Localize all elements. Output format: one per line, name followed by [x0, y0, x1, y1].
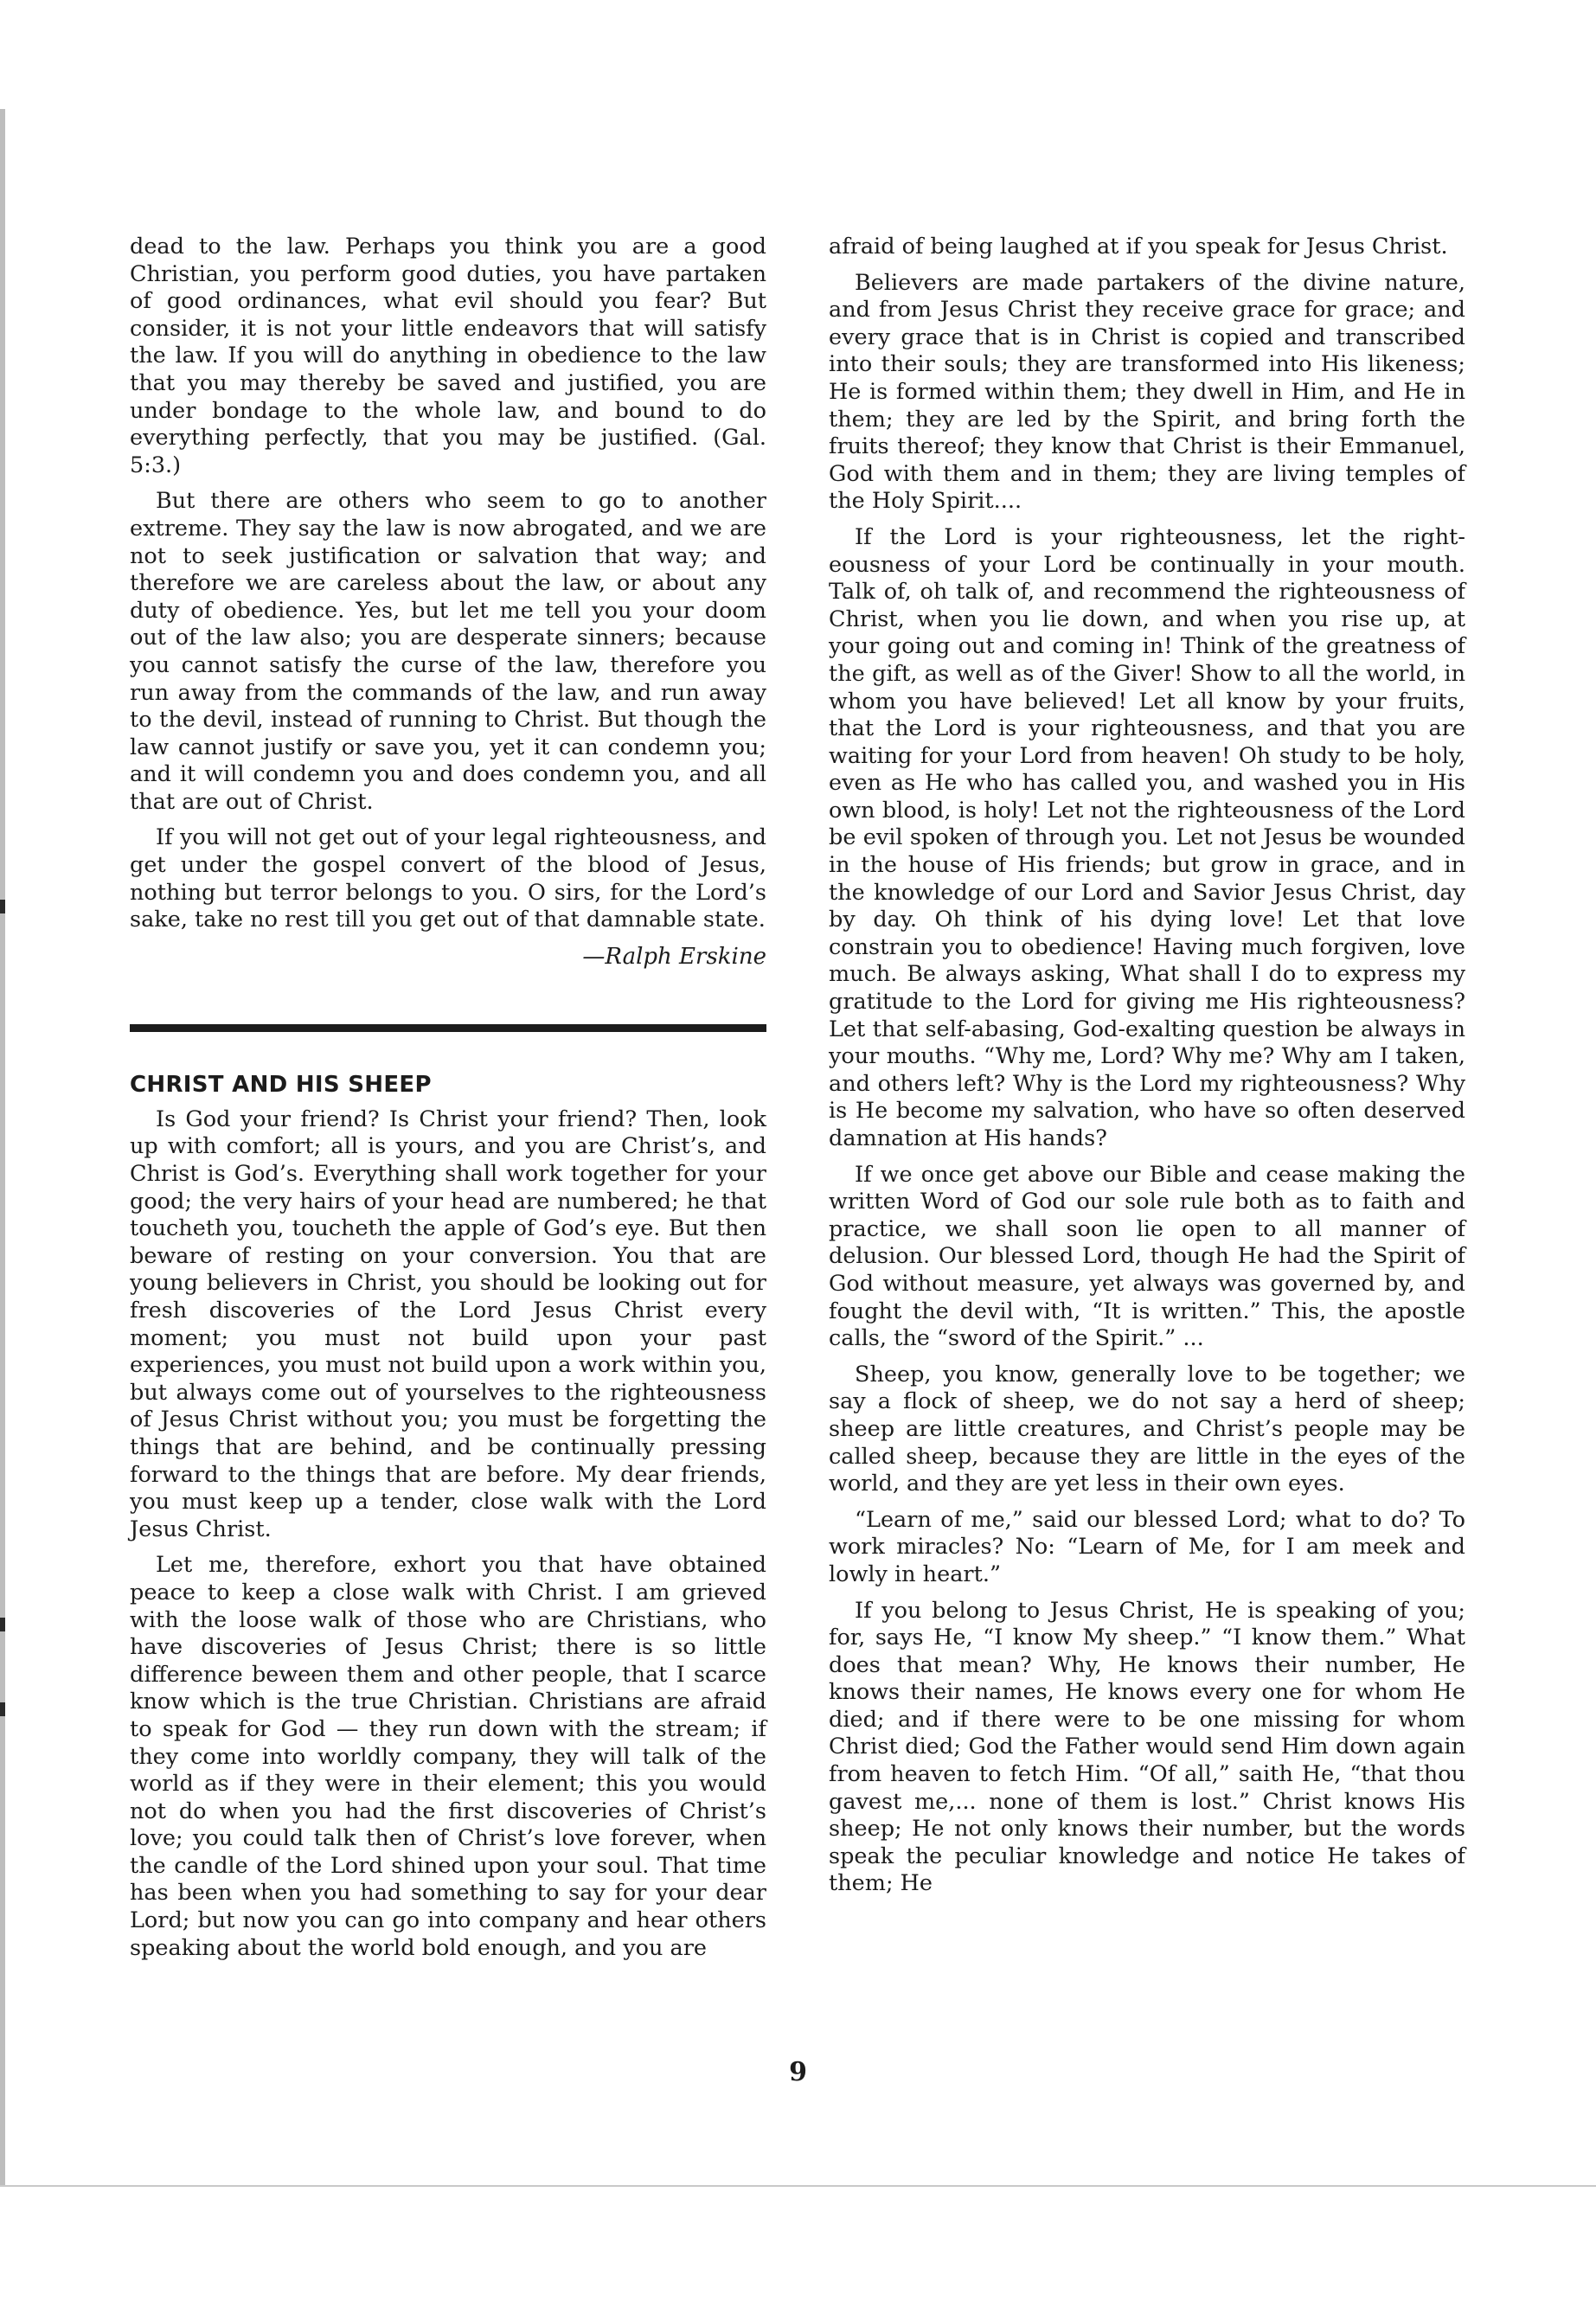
right-column — [829, 234, 1465, 1907]
left-column — [130, 234, 766, 1971]
paragraph: “Learn of me,” said our blessed Lord; what to do? To work miracles? No: “Learn of Me, for I am meek and lowly in heart.” — [829, 1506, 1465, 1587]
paragraph: If you will not get out of your legal righteousness, and get under the gospel convert of the blood of Jesus, nothing but terror belongs to you. O sirs, for the Lord’s sake, take no rest till you get out of that damnable state. — [130, 824, 766, 933]
paragraph: If we once get above our Bible and cease making the written Word of God our sole rule both as to faith and practice, we shall soon lie open to all manner of delusion. Our blessed Lord, though He had the Spirit of God without measure, yet always was governed by, and fought the devil with, “It is written.” This, the apostle calls, the “sword of the Spirit.” ... — [829, 1161, 1465, 1352]
paragraph: Sheep, you know, generally love to be together; we say a flock of sheep, we do not say a herd of sheep; sheep are little creatures, and Christ’s people may be called sheep, because they are little in the eyes of the world, and they are yet less in their own eyes. — [829, 1361, 1465, 1497]
paragraph: Believers are made partakers of the divine nature, and from Jesus Christ they receive grace for grace; and every grace that is in Christ is copied and transcribed into their souls; they are transformed into His likeness; He is formed within them; they dwell in Him, and He in them; they are led by the Spirit, and bring forth the fruits thereof; they know that Christ is their Emmanuel, God with them and in them; they are living temples of the Holy Spirit.... — [829, 269, 1465, 515]
paragraph: Is God your friend? Is Christ your friend? Then, look up with comfort; all is yours, and you are Christ’s, and Christ is God’s. Everything shall work together for your good; the very hairs of your head are numbered; he that toucheth you, toucheth the apple of God’s eye. But then beware of resting on your conversion. You that are young believers in Christ, you should be looking out for fresh discoveries of the Lord Jesus Christ every moment; you must not build upon your past experiences, you must not build upon a work within you, but always come out of yourselves to the righteousness of Jesus Christ without you; you must be forgetting the things that are behind, and be continually pressing forward to the things that are before. My dear friends, you must keep up a tender, close walk with the Lord Jesus Christ. — [130, 1106, 766, 1542]
paragraph: But there are others who seem to go to another extreme. They say the law is now abrogated, and we are not to seek justification or salvation that way; and therefore we are careless about the law, or about any duty of obedience. Yes, but let me tell you your doom out of the law also; you are desperate sinners; because you cannot satisfy the curse of the law, therefore you run away from the commands of the law, and run away to the devil, instead of running to Christ. But though the law cannot justify or save you, yet it can condemn you; and it will condemn you and does condemn you, and all that are out of Christ. — [130, 488, 766, 815]
section-heading: CHRIST AND HIS SHEEP — [130, 1071, 432, 1098]
author-attribution: —Ralph Erskine — [582, 943, 766, 970]
margin-mark — [0, 900, 5, 913]
paragraph: dead to the law. Perhaps you think you are a good Christian, you perform good duties, you have partaken of good ordinances, what evil should you fear? But consider, it is not your little endeavors that will satisfy the law. If you will do anything in obedience to the law that you may thereby be saved and justified, you are under bondage to the whole law, and bound to do everything perfectly, that you may be justified. (Gal. 5:3.) — [130, 234, 766, 478]
margin-mark — [0, 1618, 5, 1631]
scan-left-edge — [0, 109, 5, 2185]
section-divider — [130, 1024, 766, 1032]
margin-mark — [0, 1702, 5, 1716]
paragraph: afraid of being laughed at if you speak for Jesus Christ. — [829, 234, 1448, 260]
paragraph: If you belong to Jesus Christ, He is speaking of you; for, says He, “I know My sheep.” “I know them.” What does that mean? Why, He knows their number, He knows their names, He knows every one for whom He died; and if there were to be one missing for whom Christ died; God the Father would send Him down again from heaven to fetch Him. “Of all,” saith He, “that thou gavest me,... none of them is lost.” Christ knows His sheep; He not only knows their number, but the words speak the peculiar knowledge and notice He takes of them; He — [829, 1597, 1465, 1897]
scan-bottom-edge — [0, 2185, 1596, 2187]
paragraph: Let me, therefore, exhort you that have obtained peace to keep a close walk with Christ. I am grieved with the loose walk of those who are Christians, who have discoveries of Jesus Christ; there is so little difference beween them and other people, that I scarce know which is the true Christian. Christians are afraid to speak for God — they run down with the stream; if they come into worldly company, they will talk of the world as if they were in their element; this you would not do when you had the first discoveries of Christ’s love; you could talk then of Christ’s love forever, when the candle of the Lord shined upon your soul. That time has been when you had something to say for your dear Lord; but now you can go into company and hear others speaking about the world bold enough, and you are — [130, 1552, 766, 1961]
page-number: 9 — [789, 2057, 807, 2087]
paragraph: If the Lord is your righteousness, let the righteousness of your Lord be continually in your mouth. Talk of, oh talk of, and recommend the righteousness of Christ, when you lie down, and when you rise up, at your going out and coming in! Think of the greatness of the gift, as well as of the Giver! Show to all the world, in whom you have believed! Let all know by your fruits, that the Lord is your righteousness, and that you are waiting for your Lord from heaven! Oh study to be holy, even as He who has called you, and washed you in His own blood, is holy! Let not the righteousness of the Lord be evil spoken of through you. Let not Jesus be wounded in the house of His friends; but grow in grace, and in the knowledge of our Lord and Savior Jesus Christ, day by day. Oh think of his dying love! Let that love constrain you to obedience! Having much forgiven, love much. Be always asking, What shall I do to express my gratitude to the Lord for giving me His righteousness? Let that self-abasing, God-exalting question be always in your mouths. “Why me, Lord? Why me? Why am I taken, and others left? Why is the Lord my righteousness? Why is He become my salvation, who have so often deserved damnation at His hands? — [829, 523, 1465, 1151]
